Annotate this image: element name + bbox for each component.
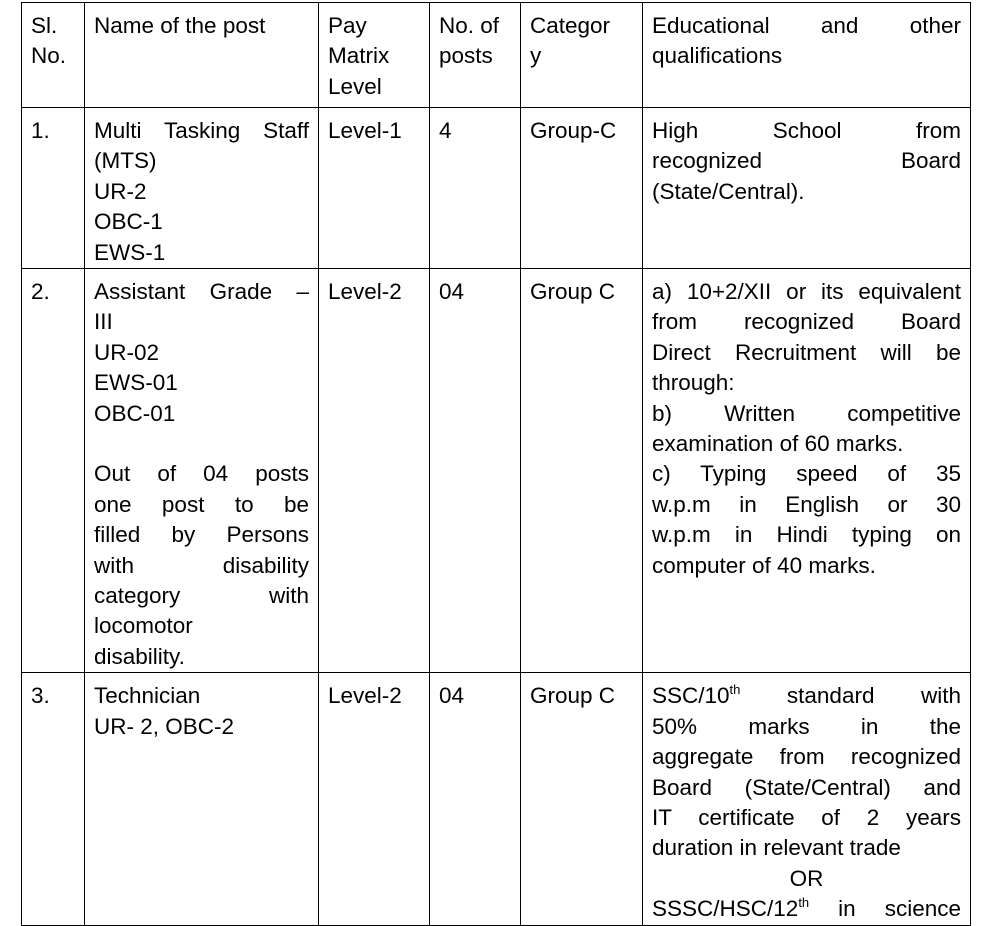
posts-count-cell: 04: [430, 673, 521, 925]
posts-count-cell: 4: [430, 108, 521, 269]
qualification-cell: SSC/10th standard with 50% marks in the aggregate from recognized Board (State/Central) and IT certificate of 2 years duration in relevant trade OR SSSC/HSC/12th in science: [643, 673, 971, 925]
table-row: [22, 108, 971, 269]
table-row: [22, 673, 971, 925]
sl-cell: 2.: [22, 269, 85, 673]
category-cell: Group-C: [521, 108, 643, 269]
level-cell: Level-2: [319, 269, 430, 673]
level-cell: Level-2: [319, 673, 430, 925]
header-num-posts: No. of posts: [430, 3, 521, 108]
header-category: Categor y: [521, 3, 643, 108]
header-sl-no: Sl. No.: [22, 3, 85, 108]
posts-table: [21, 2, 971, 926]
post-cell: Assistant Grade – III UR-02 EWS-01 OBC-01 Out of 04 posts one post to be filled by Persons with disability category with locomotor disability.: [85, 269, 319, 673]
header-row: [22, 3, 971, 108]
table-row: [22, 269, 971, 673]
sl-cell: 1.: [22, 108, 85, 269]
qualification-cell: a) 10+2/XII or its equivalent from recognized Board Direct Recruitment will be through: b) Written competitive examination of 60 marks. c) Typing speed of 35 w.p.m in English or 30 w.p.m in Hindi typing on computer of 40 marks.: [643, 269, 971, 673]
category-cell: Group C: [521, 673, 643, 925]
post-cell: Technician UR- 2, OBC-2: [85, 673, 319, 925]
header-pay-level: Pay Matrix Level: [319, 3, 430, 108]
category-cell: Group C: [521, 269, 643, 673]
qualification-cell: High School from recognized Board (State/Central).: [643, 108, 971, 269]
posts-count-cell: 04: [430, 269, 521, 673]
header-qualifications: Educational and other qualifications: [643, 3, 971, 108]
level-cell: Level-1: [319, 108, 430, 269]
post-cell: Multi Tasking Staff (MTS) UR-2 OBC-1 EWS-1: [85, 108, 319, 269]
header-post-name: Name of the post: [85, 3, 319, 108]
sl-cell: 3.: [22, 673, 85, 925]
